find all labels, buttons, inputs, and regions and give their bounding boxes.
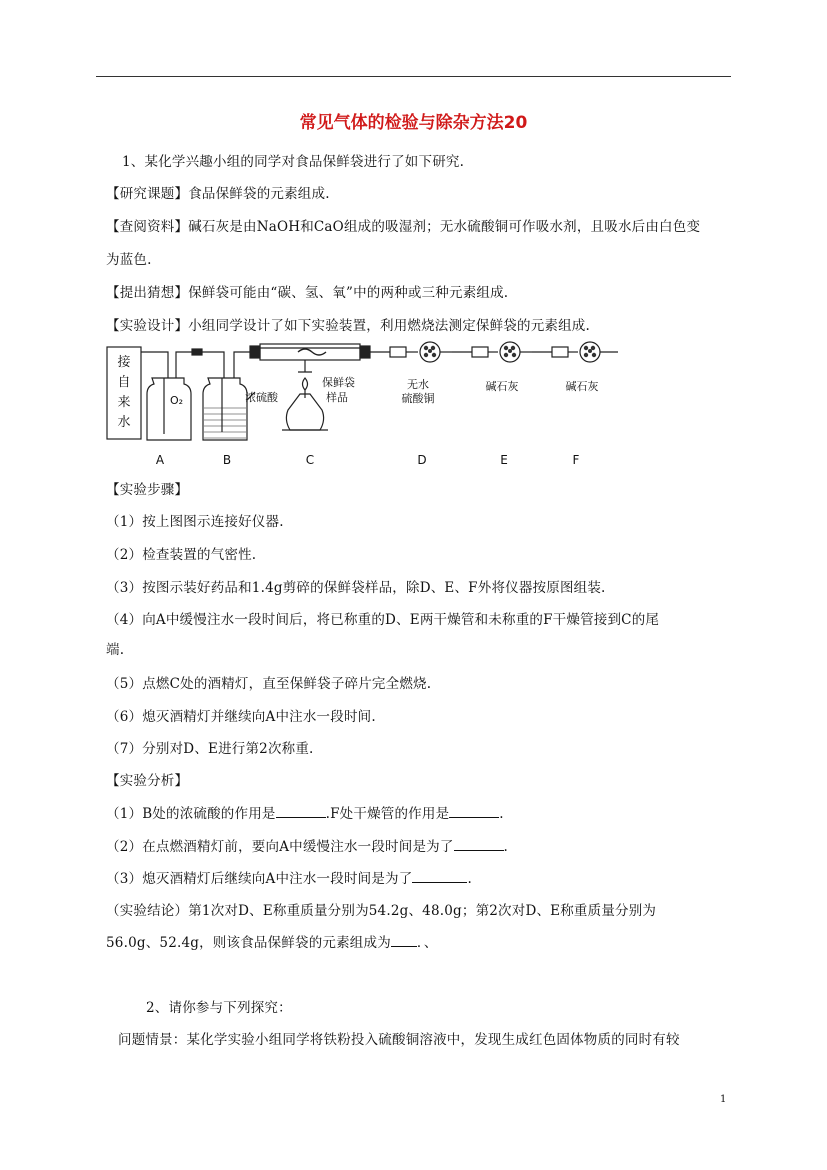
letter-f: F xyxy=(572,453,580,467)
conclusion-text: 56.0g、52.4g，则该食品保鲜袋的元素组成为 xyxy=(106,935,391,951)
page-number: 1 xyxy=(720,1094,727,1105)
letter-d: D xyxy=(417,453,427,467)
q2-intro: 2、请你参与下列探究： xyxy=(146,1000,292,1016)
answer-blank-4[interactable] xyxy=(412,869,467,883)
analysis-2-text: （2）在点燃酒精灯前，要向A中缓慢注水一段时间是为了 xyxy=(106,839,454,855)
analysis-2 xyxy=(106,835,508,855)
letter-e: E xyxy=(500,453,508,467)
drying-tube-d xyxy=(390,347,406,357)
soda-lime-e-label: 碱石灰 xyxy=(485,380,519,393)
tank-label-3: 来 xyxy=(117,395,131,410)
letter-a: A xyxy=(155,453,165,467)
q1-intro: 1、某化学兴趣小组的同学对食品保鲜袋进行了如下研究. xyxy=(122,154,465,170)
analysis-3 xyxy=(106,867,472,887)
page-title: 常见气体的检验与除杂方法20 xyxy=(299,113,528,133)
step-4-line-2: 端. xyxy=(106,642,125,658)
analysis-2-end: . xyxy=(503,839,509,855)
sample-label-1: 保鲜袋 xyxy=(322,376,355,389)
step-2: （2）检查装置的气密性. xyxy=(106,547,257,563)
tank-label-4: 水 xyxy=(117,415,131,430)
cuso4-label-1: 无水 xyxy=(407,378,429,391)
step-1: （1）按上图图示连接好仪器. xyxy=(106,514,284,530)
bottle-a xyxy=(147,378,191,440)
conclusion-line-2 xyxy=(106,931,438,951)
answer-blank-3[interactable] xyxy=(454,837,504,851)
steps-heading: 【实验步骤】 xyxy=(106,482,189,498)
conclusion-line-1: （实验结论）第1次对D、E称重质量分别为54.2g、48.0g；第2次对D、E称重质量分别为 xyxy=(106,903,657,919)
reference-line-1: 【查阅资料】碱石灰是由NaOH和CaO组成的吸湿剂；无水硫酸铜可作吸水剂，且吸水后由白色变 xyxy=(106,219,701,235)
analysis-1-mid: .F处干燥管的作用是 xyxy=(325,806,450,822)
hypothesis: 【提出猜想】保鲜袋可能由“碳、氢、氧”中的两种或三种元素组成. xyxy=(106,285,509,301)
step-6: （6）熄灭酒精灯并继续向A中注水一段时间. xyxy=(106,709,376,725)
combustion-tube-c xyxy=(260,344,360,360)
letter-c: C xyxy=(305,453,315,467)
apparatus-diagram xyxy=(100,338,640,470)
soda-lime-f-label: 碱石灰 xyxy=(565,380,599,393)
tank-label-2: 自 xyxy=(117,375,131,390)
answer-blank-1[interactable] xyxy=(276,804,326,818)
bottle-b xyxy=(203,378,247,440)
conc-acid-label: 浓硫酸 xyxy=(245,391,278,404)
step-7: （7）分别对D、E进行第2次称重. xyxy=(106,741,314,757)
cuso4-label-2: 硫酸铜 xyxy=(401,392,435,405)
analysis-3-text: （3）熄灭酒精灯后继续向A中注水一段时间是为了 xyxy=(106,871,413,887)
analysis-1 xyxy=(106,802,504,822)
answer-blank-2[interactable] xyxy=(449,804,499,818)
experiment-design: 【实验设计】小组同学设计了如下实验装置，利用燃烧法测定保鲜袋的元素组成. xyxy=(106,318,590,334)
analysis-3-end: . xyxy=(467,871,472,887)
q2-context: 问题情景：某化学实验小组同学将铁粉投入硫酸铜溶液中，发现生成红色固体物质的同时有较 xyxy=(118,1032,680,1048)
research-topic: 【研究课题】食品保鲜袋的元素组成. xyxy=(106,186,330,202)
sample-label-2: 样品 xyxy=(326,391,348,404)
alcohol-lamp xyxy=(286,394,323,430)
analysis-heading: 【实验分析】 xyxy=(106,773,189,789)
tank-label-1: 接 xyxy=(117,355,131,370)
step-3: （3）按图示装好药品和1.4g剪碎的保鲜袋样品，除D、E、F外将仪器按原图组装. xyxy=(106,580,606,596)
analysis-1-end: . xyxy=(499,806,504,822)
step-5: （5）点燃C处的酒精灯，直至保鲜袋子碎片完全燃烧. xyxy=(106,676,432,692)
analysis-1-text: （1）B处的浓硫酸的作用是 xyxy=(106,806,276,822)
drying-tube-f xyxy=(552,347,568,357)
answer-blank-5[interactable] xyxy=(391,933,417,947)
header-rule xyxy=(96,76,731,77)
drying-tube-e xyxy=(472,347,488,357)
reference-line-2: 为蓝色. xyxy=(106,252,152,268)
conclusion-end: ．、 xyxy=(416,935,438,951)
letter-b: B xyxy=(222,453,232,467)
step-4-line-1: （4）向A中缓慢注水一段时间后，将已称重的D、E两干燥管和未称重的F干燥管接到C的尾 xyxy=(106,612,660,628)
o2-label: O₂ xyxy=(170,394,184,407)
